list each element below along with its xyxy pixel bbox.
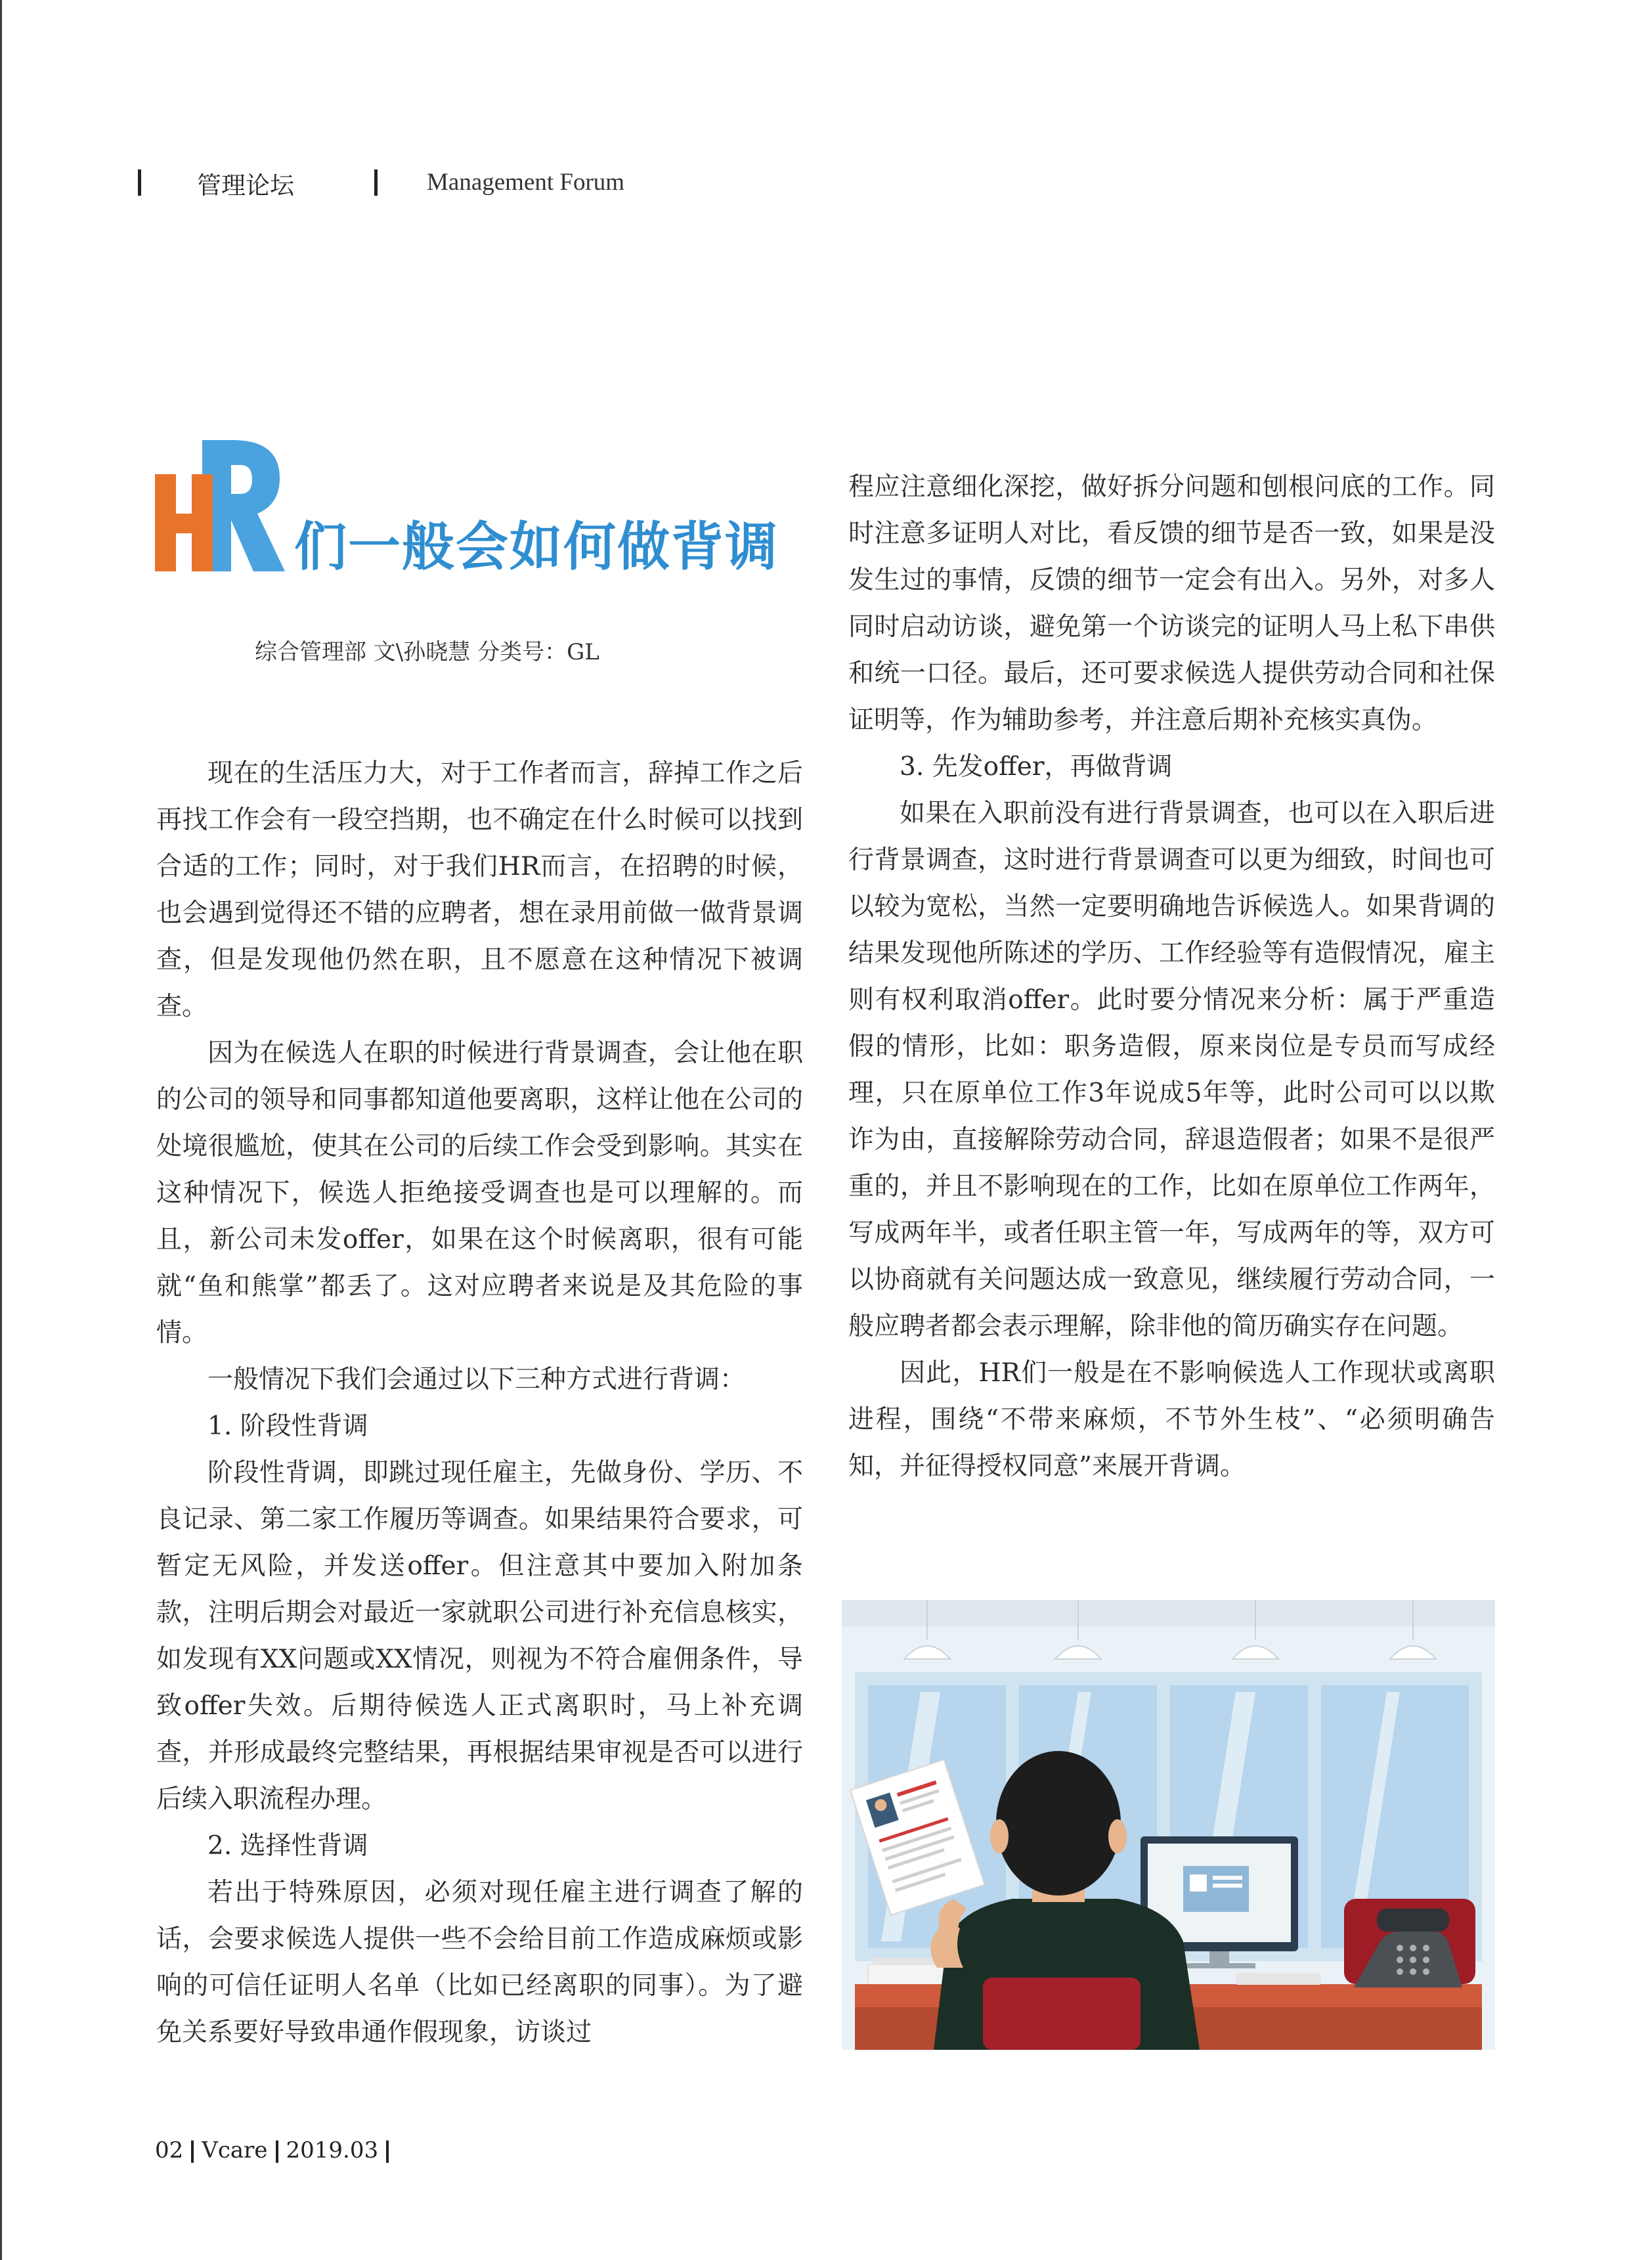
footer-divider	[191, 2140, 194, 2163]
header-divider	[374, 169, 378, 196]
paragraph: 如果在入职前没有进行背景调查，也可以在入职后进行背景调查，这时进行背景调查可以更为细致，时间也可以较为宽松，当然一定要明确地告诉候选人。如果背调的结果发现他所陈述的学历、工作经验等有造假情况，雇主则有权利取消offer。此时要分情况来分析：属于严重造假的情形，比如：职务造假，原来岗位是专员而写成经理，只在原单位工作3年说成5年等，此时公司可以以欺诈为由，直接解除劳动合同，辞退造假者；如果不是很严重的，并且不影响现在的工作，比如在原单位工作两年，写成两年半，或者任职主管一年，写成两年的等，双方可以协商就有关问题达成一致意见，继续履行劳动合同，一般应聘者都会表示理解，除非他的简历确实存在问题。	[848, 799, 1495, 1341]
hr-logo	[155, 440, 286, 571]
paragraph: 程应注意细化深挖，做好拆分问题和刨根问底的工作。同时注意多证明人对比，看反馈的细节是否一致，如果是没发生过的事情，反馈的细节一定会有出入。另外，对多人同时启动访谈，避免第一个访谈完的证明人马上私下串供和统一口径。最后，还可要求候选人提供劳动合同和社保证明等，作为辅助参考，并注意后期补充核实真伪。	[848, 472, 1495, 735]
paragraph: 因为在候选人在职的时候进行背景调查，会让他在职的公司的领导和同事都知道他要离职，这样让他在公司的处境很尴尬，使其在公司的后续工作会受到影响。其实在这种情况下，候选人拒绝接受调查也是可以理解的。而且，新公司未发offer，如果在这个时候离职，很有可能就“鱼和熊掌”都丢了。这对应聘者来说是及其危险的事情。	[156, 1038, 803, 1348]
paragraph: 阶段性背调，即跳过现任雇主，先做身份、学历、不良记录、第二家工作履历等调查。如果结果符合要求，可暂定无风险，并发送offer。但注意其中要加入附加条款，注明后期会对最近一家就职公司进行补充信息核实，如发现有XX问题或XX情况，则视为不符合雇佣条件，导致offer失效。后期待候选人正式离职时，马上补充调查，并形成最终完整结果，再根据结果审视是否可以进行后续入职流程办理。	[156, 1458, 803, 1814]
subheading: 3. 先发offer，再做背调	[900, 752, 1173, 782]
subheading: 1. 阶段性背调	[207, 1411, 368, 1441]
left-column	[156, 750, 803, 2056]
issue-date: 2019.03	[286, 2137, 379, 2163]
paragraph: 因此，HR们一般是在不影响候选人工作现状或离职进程，围绕“不带来麻烦，不节外生枝”、“必须明确告知，并征得授权同意”来展开背调。	[848, 1358, 1495, 1481]
page-header	[138, 164, 729, 204]
section-title-en: Management Forum	[427, 169, 625, 196]
article-title: 们一般会如何做背调	[294, 516, 779, 577]
header-divider	[138, 169, 141, 196]
section-title-cn: 管理论坛	[197, 171, 294, 200]
page-footer	[155, 2137, 397, 2163]
magazine-name: Vcare	[202, 2137, 268, 2163]
paragraph: 一般情况下我们会通过以下三种方式进行背调：	[207, 1365, 746, 1394]
page-number: 02	[155, 2137, 184, 2163]
footer-divider	[386, 2140, 389, 2163]
footer-divider	[276, 2140, 278, 2163]
byline: 综合管理部 文\孙晓慧 分类号：GL	[255, 639, 599, 665]
paragraph: 现在的生活压力大，对于工作者而言，辞掉工作之后再找工作会有一段空挡期，也不确定在什么时候可以找到合适的工作；同时，对于我们HR而言，在招聘的时候，也会遇到觉得还不错的应聘者，想在录用前做一做背景调查，但是发现他仍然在职，且不愿意在这种情况下被调查。	[156, 759, 803, 1021]
page-edge-line	[0, 0, 2, 2260]
paragraph: 若出于特殊原因，必须对现任雇主进行调查了解的话，会要求候选人提供一些不会给目前工作造成麻烦或影响的可信任证明人名单（比如已经离职的同事）。为了避免关系要好导致串通作假现象，访谈过	[156, 1878, 803, 2047]
subheading: 2. 选择性背调	[207, 1831, 368, 1861]
right-column	[848, 464, 1495, 1490]
office-illustration	[842, 1600, 1495, 2050]
